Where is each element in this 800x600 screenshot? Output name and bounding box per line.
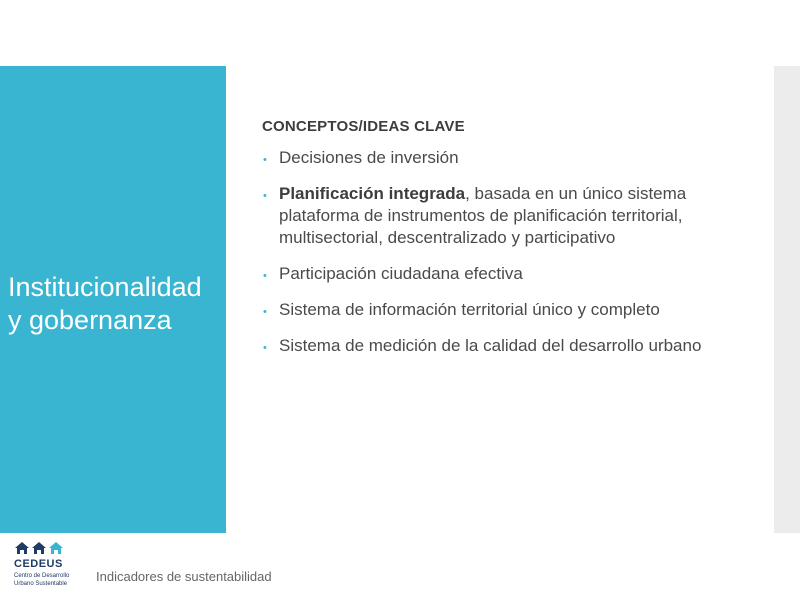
cedeus-logo: [14, 540, 84, 596]
list-item: [262, 263, 762, 285]
key-ideas-list: [262, 147, 762, 357]
side-strip: [774, 66, 800, 533]
list-item-text: Decisiones de inversión: [279, 148, 459, 167]
list-item-text: Sistema de información territorial único y completo: [279, 300, 660, 319]
bullet-icon: •: [263, 270, 267, 282]
slide-content: [262, 118, 762, 371]
list-item-text: Participación ciudadana efectiva: [279, 264, 523, 283]
list-item-text: Sistema de medición de la calidad del desarrollo urbano: [279, 336, 702, 355]
list-item: [262, 183, 762, 249]
list-item-text: , basada en un único sistema plataforma de instrumentos de planificación territorial, multisectorial, descentralizado y participativo: [279, 184, 687, 247]
logo-subtitle: Centro de Desarrollo Urbano Sustentable: [14, 573, 70, 587]
list-item: [262, 299, 762, 321]
bullet-icon: •: [263, 342, 267, 354]
bullet-icon: •: [263, 154, 267, 166]
footer-title: Indicadores de sustentabilidad: [96, 569, 272, 584]
section-title-panel: [0, 66, 226, 533]
content-heading: CONCEPTOS/IDEAS CLAVE: [262, 118, 465, 135]
three-houses-logo-icon: [14, 540, 64, 556]
section-title: Institucionalidad y gobernanza: [8, 272, 202, 335]
bullet-icon: •: [263, 190, 267, 202]
list-item-bold-text: Planificación integrada: [279, 184, 466, 203]
list-item: [262, 335, 762, 357]
bullet-icon: •: [263, 306, 267, 318]
logo-wordmark: CEDEUS: [14, 558, 63, 570]
list-item: [262, 147, 762, 169]
